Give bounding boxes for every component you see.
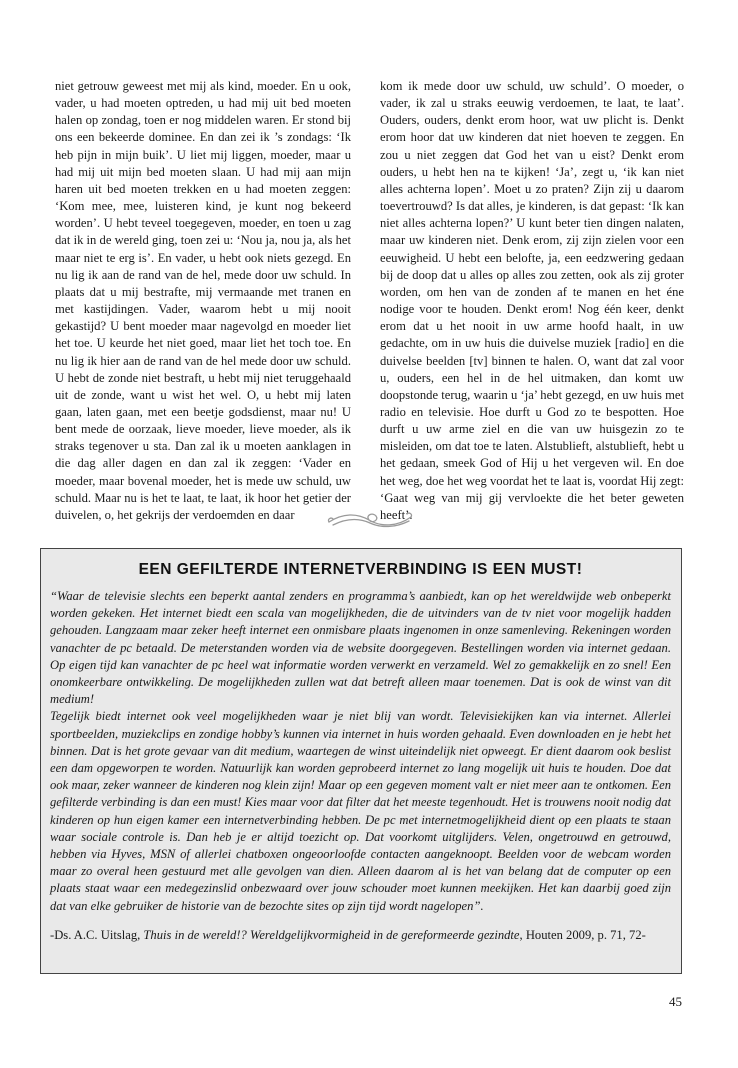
box-paragraph: Tegelijk biedt internet ook veel mogelijkheden waar je niet blij van wordt. Televisiekijken kan via internet. Allerlei sportbeelden, muziekclips en zondige hobby’s kunnen via internet in huis worden gehaald. Even downloaden en je hebt het binnen. Dat is het grote gevaar van dit medium, waartegen de winst uiteindelijk niet opweegt. Er dient daarom ook beslist een dam opgeworpen te worden. Natuurlijk kan worden geprobeerd internet zo lang mogelijk uit huis te houden. Doe dat ook maar, zeker wanneer de kinderen nog klein zijn! Maar op een gegeven moment valt er niet meer aan te ontkomen. Een gefilterde verbinding is dan een must! Kies maar voor dat filter dat het meeste tegenhoudt. Het is trouwens nooit nodig dat kinderen op hun eigen kamer een internetverbinding hebben. De pc met internetmogelijkheid dient op een plaats te staan waar sociale controle is. Dan heb je er altijd toezicht op. Dat voorkomt uitglijders. Velen, ongetrouwd en getrouwd, hebben via Hyves, MSN of allerlei chatboxen ongeoorloofde contacten aangeknoopt. Beelden voor de webcam worden maar zo overal heen gestuurd met alle gevolgen van dien. Alleen daarom al is het van belang dat de computer op een plaats staat waar een medegezinslid onbezwaard over jouw schouder moet kunnen meekijken. Het kan daarbij goed zijn dat van elke gebruiker de historie van de bezochte sites op zijn tijd wordt nagelopen”.: [50, 709, 671, 913]
left-text-column: [55, 78, 351, 524]
box-title: EEN GEFILTERDE INTERNETVERBINDING IS EEN MUST!: [138, 561, 583, 578]
right-text-column: [380, 78, 684, 524]
internet-filter-sidebar-box: [40, 548, 682, 974]
box-quote: [50, 588, 671, 915]
citation-author: -Ds. A.C. Uitslag,: [50, 927, 144, 942]
flourish-ornament-icon: [325, 505, 415, 535]
left-column-text: niet getrouw geweest met mij als kind, moeder. En u ook, vader, u had moeten optreden, u had mij uit bed moeten halen op zondag, toen er nog middelen waren. Er stond bij ons een bekeerde dominee. En dan zei ik ’s zondags: ‘Ik heb pijn in mijn buik’. U liet mij liggen, moeder, maar u had mij uit mijn bed moeten slaan. U had mij aan mijn haren uit bed moeten trekken en u had moeten zeggen: ‘Kom mee, mee, luisteren kind, je kunt nog bekeerd worden’. U hebt teveel toegegeven, moeder, en toen u zag dat ik in de wereld ging, toen zei u: ‘Nou ja, nou ja, als het maar niet te erg is’. En vader, u hebt ook niets gezegd. En nu lig ik aan de rand van de hel, mede door uw schuld. In plaats dat u mij bestrafte, mij vermaande met tranen en met kastijdingen. Vader, waarom hebt u mij nooit gekastijd? U bent moeder maar nagevolgd en moeder liet het toe. U keurde het niet goed, maar liet het toch toe. En nu lig ik hier aan de rand van de hel mede door uw schuld. U hebt de zonde niet bestraft, u hebt mij niet teruggehaald uit de zonde, want u wist het wel. O, u hebt mij laten gaan, laten gaan, met een beetje godsdienst, maar nu! U bent mede de oorzaak, lieve moeder, lieve moeder, als ik straks tegenover u sta. Dan zal ik u moeten aanklagen in die dag aller dagen en dan zal ik zeggen: ‘Vader en moeder, maar bovenal moeder, het is mede uw schuld, uw schuld. Maar nu is het te laat, te laat, ik hoor het getier der duivelen, o, het gekrijs der verdoemden en daar: [55, 79, 351, 522]
citation-book-title: Thuis in de wereld!? Wereldgelijkvormigheid in de gereformeerde gezindte: [143, 927, 520, 942]
right-column-text: kom ik mede door uw schuld, uw schuld’. O moeder, o vader, ik zal u straks eeuwig verdoemen, te laat, te laat’. Ouders, ouders, denkt erom hoor, wat uw plicht is. Denkt erom hoor dat uw kinderen dat niet hoeven te zeggen. En zou u niet zeggen dat God het van u eist? Denkt erom ouders, u hebt hen na te kijken! ‘Ja’, zegt u, ‘ik kan niet alles achterna lopen’. Moet u zo praten? Zijn zij u daarom toevertrouwd? Is dat alles, je kinderen, is dat gepast: ‘Ik kan niet alles achterna lopen?’ U kunt beter tien dingen nalaten, maar uw kinderen niet. Denk erom, zij zijn zielen voor een eeuwigheid. U hebt een belofte, ja, een eedzwering gedaan bij de doop dat u alles op alles zou zetten, ook als zij groter worden, om hen van de zonden af te manen en het éne nodige voor te houden. Denkt erom! Nog één keer, denkt erom dat u het nooit in uw arme hoofd haalt, in uw gedachte, om in uw huis die duivelse muziek [radio] en die duivelse beelden [tv] binnen te halen. O, want dat zal voor u, ouders, een hel in de hel uitmaken, dan komt uw doopstonde terug, waarin u ‘ja’ hebt gezegd, en uw huis met radio en televisie. Hoe durft u God zo te bespotten. Hoe durft u uw arme ziel en die van uw huisgezin zo te misleiden, om dat toe te laten. Alstublieft, alstublieft, hebt u het gedaan, smeek God of Hij u het vergeven wil. En doe het weg, doe het weg voordat het te laat is, voordat Hij zegt: ‘Gaat weg van mij gij vervloekte die het beter geweten heeft’.: [380, 79, 684, 522]
citation: [50, 927, 671, 944]
page-number: 45: [669, 994, 682, 1009]
citation-details: , Houten 2009, p. 71, 72-: [519, 927, 646, 942]
box-paragraph: “Waar de televisie slechts een beperkt aantal zenders en programma’s aanbiedt, kan op het wereldwijde web onbeperkt worden gekeken. Het internet biedt een scala van mogelijkheden, die de uitvinders van de tv niet voor mogelijk hadden gehouden. Langzaam maar zeker heeft internet een onmisbare plaats ingenomen in onze samenleving. Rekeningen worden vanachter de pc betaald. De meterstanden worden via de website doorgegeven. Bestellingen worden via internet gedaan. Op eigen tijd kan vanachter de pc heel wat informatie worden verwerkt en verzameld. Wel zo gemakkelijk en zo snel! Een onomkeerbare ontwikkeling. De mogelijkheden zullen wat dat betreft alleen maar toenemen. Dat is ook de winst van dit medium!: [50, 589, 671, 707]
